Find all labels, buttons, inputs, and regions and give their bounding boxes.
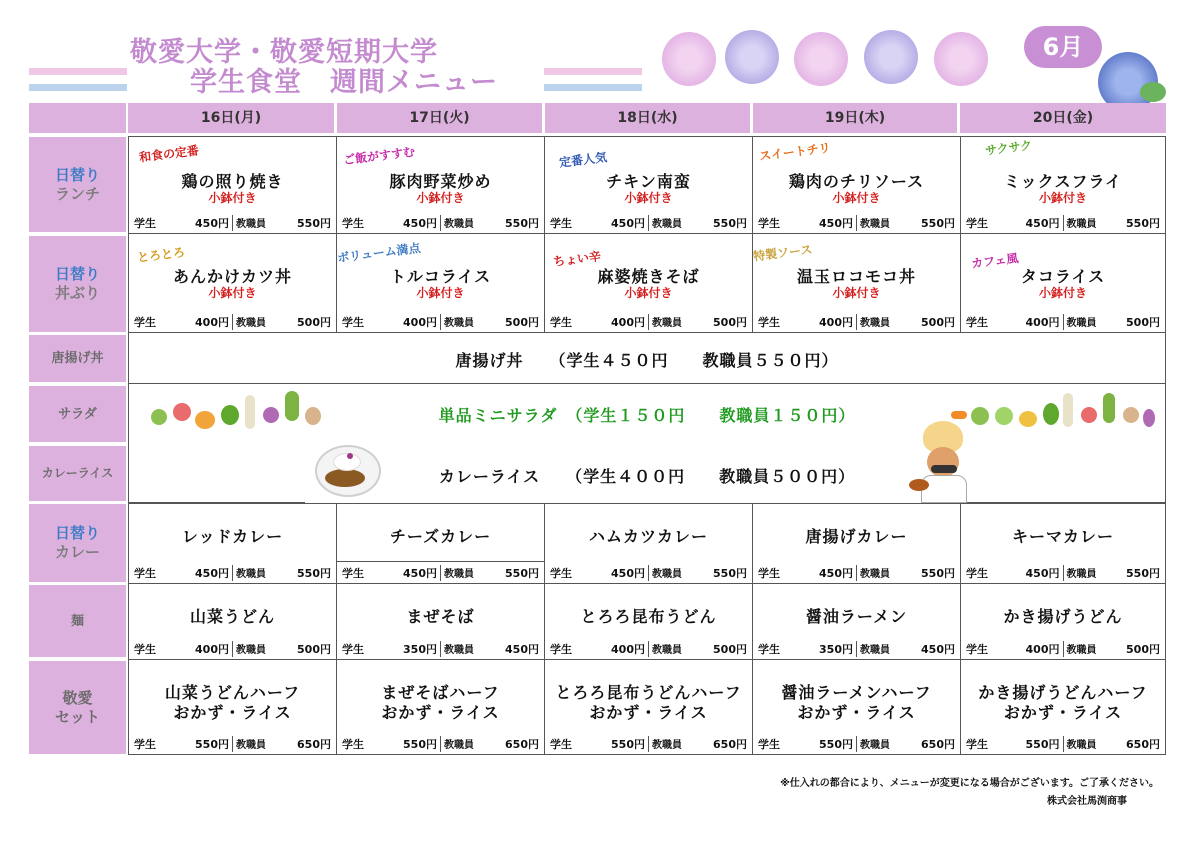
set-dish: 醤油ラーメンハーフ: [781, 683, 932, 702]
curry-cell-wed: [544, 503, 753, 584]
deco-bar-pink-left: [29, 68, 127, 75]
price-row: 学生 400円 教職員 500円: [547, 314, 750, 330]
set-dish: とろろ昆布うどんハーフ: [555, 683, 742, 702]
donburi-cell-fri: [960, 233, 1166, 333]
salad-line: 単品ミニサラダ （学生１５０円 教職員１５０円）: [438, 406, 856, 425]
lunch-tag: スイートチリ: [758, 140, 832, 164]
price-row: 学生 550円 教職員 650円: [131, 736, 334, 752]
price-row: 学生 400円 教職員 500円: [963, 641, 1163, 657]
curry-dish: ハムカツカレー: [588, 527, 708, 546]
lunch-tag: サクサク: [984, 138, 1033, 158]
lunch-dish: ミックスフライ: [1003, 172, 1123, 191]
price-row: 学生 400円 教職員 500円: [339, 314, 542, 330]
noodle-dish: まぜそば: [406, 607, 475, 626]
price-row: 学生 450円 教職員 550円: [755, 215, 958, 231]
corner-header: [29, 103, 126, 133]
lunch-tag: ご飯がすすむ: [342, 144, 416, 168]
footer-note: ※仕入れの都合により、メニューが変更になる場合がございます。ご了承ください。: [780, 778, 1159, 789]
noodle-dish: 山菜うどん: [189, 607, 275, 626]
title-line-2: 学生食堂 週間メニュー: [190, 67, 498, 98]
donburi-cell-mon: [128, 233, 337, 333]
donburi-tag: ちょい辛: [552, 249, 602, 269]
curry-cell-tue: [336, 503, 545, 584]
donburi-side: 小鉢付き: [1038, 286, 1087, 300]
row-label-lunch: 日替り ランチ: [29, 137, 126, 232]
day-header-fri: 20日(金): [960, 103, 1166, 133]
lunch-side: 小鉢付き: [208, 191, 257, 205]
chef-illustration-icon: [915, 421, 967, 501]
noodle-cell-mon: [128, 583, 337, 660]
row-label-karaage: 唐揚げ丼: [29, 335, 126, 382]
price-row: 学生 450円 教職員 550円: [339, 565, 542, 581]
price-row: 学生 350円 教職員 450円: [339, 641, 542, 657]
price-row: 学生 450円 教職員 550円: [963, 565, 1163, 581]
price-row: 学生 400円 教職員 500円: [131, 314, 334, 330]
set-cell-tue: [336, 659, 545, 755]
price-row: 学生 350円 教職員 450円: [755, 641, 958, 657]
set-cell-thu: [752, 659, 961, 755]
set-dish-sub: おかず・ライス: [589, 703, 708, 722]
donburi-cell-tue: [336, 233, 545, 333]
noodle-cell-tue: [336, 583, 545, 660]
set-dish: 山菜うどんハーフ: [164, 683, 301, 702]
title-line-1: 敬愛大学・敬愛短期大学: [130, 37, 438, 68]
curry-dish: レッドカレー: [181, 527, 284, 546]
lunch-cell-tue: [336, 136, 545, 234]
set-dish-sub: おかず・ライス: [1003, 703, 1123, 722]
lunch-tag: 定番人気: [558, 150, 608, 170]
curry-dish: チーズカレー: [389, 527, 492, 546]
lunch-cell-fri: [960, 136, 1166, 234]
karaage-line: 唐揚げ丼 （学生４５０円 教職員５５０円）: [455, 351, 839, 370]
day-header-thu: 19日(木): [753, 103, 957, 133]
noodle-cell-thu: [752, 583, 961, 660]
donburi-tag: とろとろ: [136, 245, 186, 265]
row-label-daily-curry: 日替り カレー: [29, 504, 126, 582]
lunch-side: 小鉢付き: [1038, 191, 1087, 205]
price-row: 学生 400円 教職員 500円: [547, 641, 750, 657]
donburi-dish: タコライス: [1020, 267, 1106, 286]
set-cell-mon: [128, 659, 337, 755]
donburi-tag: ボリューム満点: [336, 240, 422, 266]
set-dish-sub: おかず・ライス: [173, 703, 292, 722]
price-row: 学生 550円 教職員 650円: [755, 736, 958, 752]
lunch-cell-mon: [128, 136, 337, 234]
lunch-dish: 鶏の照り焼き: [181, 172, 284, 191]
day-header-wed: 18日(水): [545, 103, 750, 133]
set-cell-fri: [960, 659, 1166, 755]
salad-row: [128, 383, 1166, 443]
row-label-set: 敬愛 セット: [29, 661, 126, 754]
price-row: 学生 450円 教職員 550円: [131, 565, 334, 581]
price-row: 学生 450円 教職員 550円: [131, 215, 334, 231]
price-row: 学生 550円 教職員 650円: [339, 736, 542, 752]
curry-cell-fri: [960, 503, 1166, 584]
curry-row: [128, 443, 1166, 505]
donburi-tag: カフェ風: [970, 251, 1020, 271]
row-label-donburi: 日替り 丼ぶり: [29, 236, 126, 332]
price-row: 学生 450円 教職員 550円: [547, 565, 750, 581]
lunch-tag: 和食の定番: [138, 143, 200, 165]
price-row: 学生 550円 教職員 650円: [547, 736, 750, 752]
set-dish: まぜそばハーフ: [381, 683, 500, 702]
donburi-side: 小鉢付き: [208, 286, 257, 300]
price-row: 学生 450円 教職員 550円: [547, 215, 750, 231]
lunch-cell-thu: [752, 136, 961, 234]
cell-divider: [337, 561, 544, 562]
price-row: 学生 400円 教職員 500円: [131, 641, 334, 657]
curry-dish: 唐揚げカレー: [805, 527, 908, 546]
price-row: 学生 400円 教職員 500円: [963, 314, 1163, 330]
noodle-dish: かき揚げうどん: [1003, 607, 1123, 626]
curry-cell-thu: [752, 503, 961, 584]
lunch-cell-wed: [544, 136, 753, 234]
noodle-dish: とろろ昆布うどん: [580, 607, 717, 626]
price-row: 学生 450円 教職員 550円: [339, 215, 542, 231]
lunch-side: 小鉢付き: [832, 191, 881, 205]
donburi-cell-wed: [544, 233, 753, 333]
footer-company: 株式会社馬渕商事: [1047, 796, 1127, 807]
row-label-salad: サラダ: [29, 386, 126, 442]
deco-bar-pink-right: [544, 68, 642, 75]
lunch-side: 小鉢付き: [624, 191, 673, 205]
lunch-dish: 鶏肉のチリソース: [788, 172, 925, 191]
price-row: 学生 450円 教職員 550円: [755, 565, 958, 581]
day-header-tue: 17日(火): [337, 103, 542, 133]
curry-plate-icon: [315, 445, 381, 497]
day-header-mon: 16日(月): [128, 103, 334, 133]
curry-dish: キーマカレー: [1011, 527, 1114, 546]
lunch-dish: 豚肉野菜炒め: [389, 172, 492, 191]
lunch-dish: チキン南蛮: [606, 172, 691, 191]
donburi-dish: あんかけカツ丼: [172, 267, 292, 286]
noodle-cell-fri: [960, 583, 1166, 660]
donburi-tag: 特製ソース: [752, 242, 814, 264]
donburi-dish: 温玉ロコモコ丼: [796, 267, 916, 286]
month-badge: 6月: [1024, 26, 1102, 68]
set-dish-sub: おかず・ライス: [381, 703, 500, 722]
price-row: 学生 550円 教職員 650円: [963, 736, 1163, 752]
row-label-noodle: 麺: [29, 585, 126, 657]
price-row: 学生 450円 教職員 550円: [963, 215, 1163, 231]
donburi-dish: トルコライス: [389, 267, 492, 286]
lunch-side: 小鉢付き: [416, 191, 465, 205]
deco-bar-blue-left: [29, 84, 127, 91]
donburi-side: 小鉢付き: [416, 286, 465, 300]
donburi-side: 小鉢付き: [624, 286, 673, 300]
noodle-cell-wed: [544, 583, 753, 660]
curry-line: カレーライス （学生４００円 教職員５００円）: [438, 467, 856, 486]
noodle-dish: 醤油ラーメン: [805, 607, 908, 626]
donburi-side: 小鉢付き: [832, 286, 881, 300]
price-row: 学生 400円 教職員 500円: [755, 314, 958, 330]
deco-bar-blue-right: [544, 84, 642, 91]
set-dish: かき揚げうどんハーフ: [978, 683, 1148, 702]
donburi-cell-thu: [752, 233, 961, 333]
row-label-curry: カレーライス: [29, 446, 126, 501]
curry-cell-mon: [128, 503, 337, 584]
set-cell-wed: [544, 659, 753, 755]
donburi-dish: 麻婆焼きそば: [597, 267, 700, 286]
karaage-row: [128, 332, 1166, 384]
set-dish-sub: おかず・ライス: [797, 703, 916, 722]
